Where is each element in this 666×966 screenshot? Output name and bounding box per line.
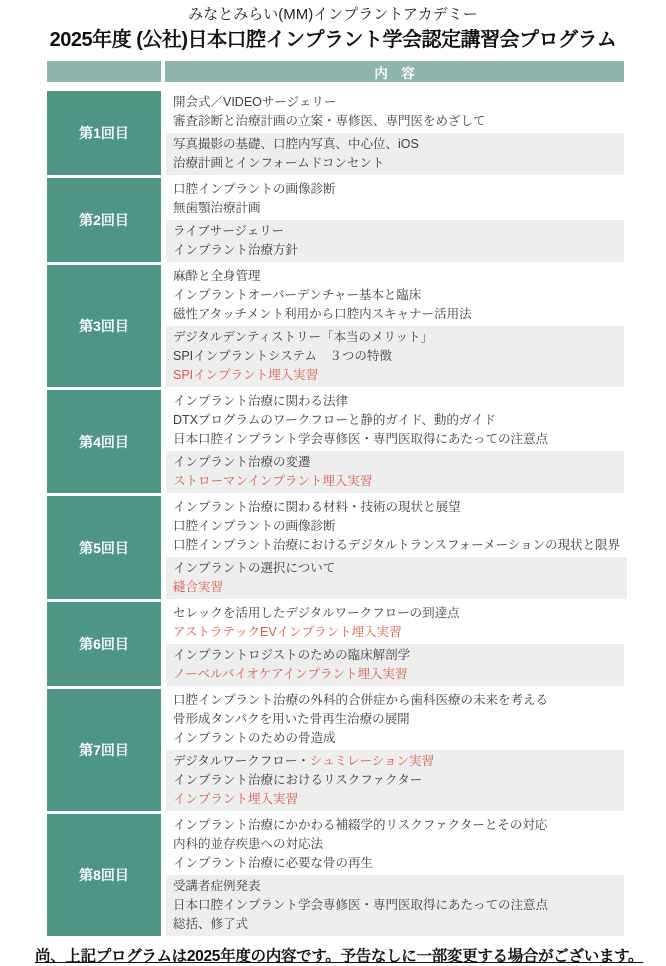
content-line bbox=[173, 328, 617, 347]
text-segment: セレックを活用したデジタルワークフローの到達点 bbox=[173, 606, 460, 620]
practice-highlight-text: 縫合実習 bbox=[173, 580, 224, 594]
session-content-cell bbox=[166, 390, 624, 493]
session-row-4 bbox=[47, 390, 624, 493]
content-line bbox=[173, 472, 617, 491]
content-line bbox=[173, 517, 620, 536]
text-segment: 治療計画とインフォームドコンセント bbox=[173, 156, 385, 170]
session-label: 第4回目 bbox=[47, 390, 161, 493]
session-label: 第1回目 bbox=[47, 91, 161, 175]
text-segment: 受講者症例発表 bbox=[173, 879, 261, 893]
session-content-cell bbox=[166, 178, 624, 262]
content-line bbox=[173, 498, 620, 517]
content-line bbox=[173, 623, 617, 642]
practice-highlight-text: アストラテックEVインプラント埋入実習 bbox=[173, 625, 402, 639]
content-line bbox=[173, 710, 617, 729]
text-segment: ライブサージェリー bbox=[173, 224, 285, 238]
content-line bbox=[173, 392, 617, 411]
content-line bbox=[173, 790, 617, 809]
content-block bbox=[166, 178, 624, 220]
content-line bbox=[173, 112, 617, 131]
content-line bbox=[173, 578, 620, 597]
content-line bbox=[173, 877, 617, 896]
practice-highlight-text: ストローマンインプラント埋入実習 bbox=[173, 474, 373, 488]
text-segment: 口腔インプラントの画像診断 bbox=[173, 519, 336, 533]
content-block-shaded bbox=[166, 750, 624, 811]
text-segment: インプラントロジストのための臨床解剖学 bbox=[173, 648, 411, 662]
program-table-body bbox=[47, 91, 624, 936]
session-content-cell bbox=[166, 496, 627, 599]
content-block bbox=[166, 602, 624, 644]
page-title: 2025年度 (公社)日本口腔インプラント学会認定講習会プログラム bbox=[49, 29, 617, 51]
content-line bbox=[173, 604, 617, 623]
content-block bbox=[166, 814, 624, 875]
header-content-column: 内 容 bbox=[165, 61, 624, 82]
session-row-5 bbox=[47, 496, 624, 599]
academy-title: みなとみらい(MM)インプラントアカデミー bbox=[188, 6, 478, 23]
content-line bbox=[173, 854, 617, 873]
content-line bbox=[173, 729, 617, 748]
content-line bbox=[173, 347, 617, 366]
text-segment: 総括、修了式 bbox=[173, 917, 249, 931]
session-label: 第8回目 bbox=[47, 814, 161, 936]
session-label: 第5回目 bbox=[47, 496, 161, 599]
content-line bbox=[173, 646, 617, 665]
content-line bbox=[173, 199, 617, 218]
content-line bbox=[173, 267, 617, 286]
text-segment: インプラントオーバーデンチャー基本と臨床 bbox=[173, 288, 422, 302]
session-content-cell bbox=[166, 265, 624, 387]
content-block bbox=[166, 689, 624, 750]
content-line bbox=[173, 536, 620, 555]
content-line bbox=[173, 896, 617, 915]
session-content-cell bbox=[166, 814, 624, 936]
text-segment: インプラントのための骨造成 bbox=[173, 731, 336, 745]
content-line bbox=[173, 752, 617, 771]
content-line bbox=[173, 154, 617, 173]
table-header-row bbox=[47, 61, 624, 82]
content-block bbox=[166, 496, 627, 557]
content-line bbox=[173, 241, 617, 260]
content-block-shaded bbox=[166, 451, 624, 493]
content-block-shaded bbox=[166, 644, 624, 686]
content-block bbox=[166, 390, 624, 451]
content-block-shaded bbox=[166, 557, 627, 599]
content-line bbox=[173, 430, 617, 449]
header-session-column bbox=[47, 61, 161, 82]
session-label: 第7回目 bbox=[47, 689, 161, 811]
content-line bbox=[173, 453, 617, 472]
content-line bbox=[173, 665, 617, 684]
text-segment: インプラント治療に関わる法律 bbox=[173, 394, 349, 408]
session-content-cell bbox=[166, 602, 624, 686]
session-row-3 bbox=[47, 265, 624, 387]
content-block-shaded bbox=[166, 875, 624, 936]
text-segment: 審査診断と治療計画の立案・専修医、専門医をめざして bbox=[173, 114, 486, 128]
content-block-shaded bbox=[166, 133, 624, 175]
text-segment: 写真撮影の基礎、口腔内写真、中心位、iOS bbox=[173, 137, 419, 151]
practice-highlight-text: ノーベルバイオケアインプラント埋入実習 bbox=[173, 667, 408, 681]
content-line bbox=[173, 222, 617, 241]
session-label: 第3回目 bbox=[47, 265, 161, 387]
content-line bbox=[173, 93, 617, 112]
content-line bbox=[173, 915, 617, 934]
text-segment: インプラント治療にかかわる補綴学的リスクファクターとその対応 bbox=[173, 818, 548, 832]
text-segment: デジタルデンティストリー「本当のメリット」 bbox=[173, 330, 434, 344]
text-segment: デジタルワークフロー・ bbox=[173, 754, 310, 768]
text-segment: DTXプログラムのワークフローと静的ガイド、動的ガイド bbox=[173, 413, 497, 427]
content-line bbox=[173, 816, 617, 835]
text-segment: 日本口腔インプラント学会専修医・専門医取得にあたっての注意点 bbox=[173, 432, 549, 446]
text-segment: 口腔インプラント治療におけるデジタルトランスフォーメーションの現状と限界 bbox=[173, 538, 621, 552]
text-segment: 麻酔と全身管理 bbox=[173, 269, 261, 283]
session-row-7 bbox=[47, 689, 624, 811]
content-line bbox=[173, 835, 617, 854]
content-line bbox=[173, 135, 617, 154]
session-row-8 bbox=[47, 814, 624, 936]
content-line bbox=[173, 180, 617, 199]
content-line bbox=[173, 305, 617, 324]
text-segment: インプラント治療方針 bbox=[173, 243, 299, 257]
text-segment: 日本口腔インプラント学会専修医・専門医取得にあたっての注意点 bbox=[173, 898, 549, 912]
content-line bbox=[173, 771, 617, 790]
text-segment: 無歯顎治療計画 bbox=[173, 201, 261, 215]
content-line bbox=[173, 366, 617, 385]
practice-highlight-text: シュミレーション実習 bbox=[309, 754, 435, 768]
content-block-shaded bbox=[166, 326, 624, 387]
program-table bbox=[47, 61, 624, 936]
session-content-cell bbox=[166, 689, 624, 811]
content-line bbox=[173, 691, 617, 710]
content-block-shaded bbox=[166, 220, 624, 262]
practice-highlight-text: インプラント埋入実習 bbox=[173, 792, 299, 806]
text-segment: インプラント治療に必要な骨の再生 bbox=[173, 856, 374, 870]
text-segment: インプラント治療におけるリスクファクター bbox=[173, 773, 423, 787]
session-row-6 bbox=[47, 602, 624, 686]
text-segment: インプラント治療に関わる材料・技術の現状と展望 bbox=[173, 500, 461, 514]
text-segment: インプラント治療の変遷 bbox=[173, 455, 311, 469]
content-line bbox=[173, 286, 617, 305]
text-segment: 口腔インプラント治療の外科的合併症から歯科医療の未来を考える bbox=[173, 693, 549, 707]
session-label: 第6回目 bbox=[47, 602, 161, 686]
session-label: 第2回目 bbox=[47, 178, 161, 262]
text-segment: 磁性アタッチメント利用から口腔内スキャナー活用法 bbox=[173, 307, 472, 321]
session-row-1 bbox=[47, 91, 624, 175]
text-segment: SPIインプラントシステム ３つの特徴 bbox=[173, 349, 392, 363]
text-segment: 開会式／VIDEOサージェリー bbox=[173, 95, 337, 109]
text-segment: 内科的並存疾患への対応法 bbox=[173, 837, 324, 851]
practice-highlight-text: SPIインプラント埋入実習 bbox=[173, 368, 319, 382]
text-segment: 口腔インプラントの画像診断 bbox=[173, 182, 336, 196]
content-line bbox=[173, 411, 617, 430]
footer-note: 尚、上記プログラムは2025年度の内容です。予告なしに一部変更する場合がございます。 bbox=[35, 948, 644, 965]
text-segment: 骨形成タンパクを用いた骨再生治療の展開 bbox=[173, 712, 410, 726]
content-line bbox=[173, 559, 620, 578]
session-content-cell bbox=[166, 91, 624, 175]
session-row-2 bbox=[47, 178, 624, 262]
text-segment: インプラントの選択について bbox=[173, 561, 336, 575]
content-block bbox=[166, 91, 624, 133]
content-block bbox=[166, 265, 624, 326]
